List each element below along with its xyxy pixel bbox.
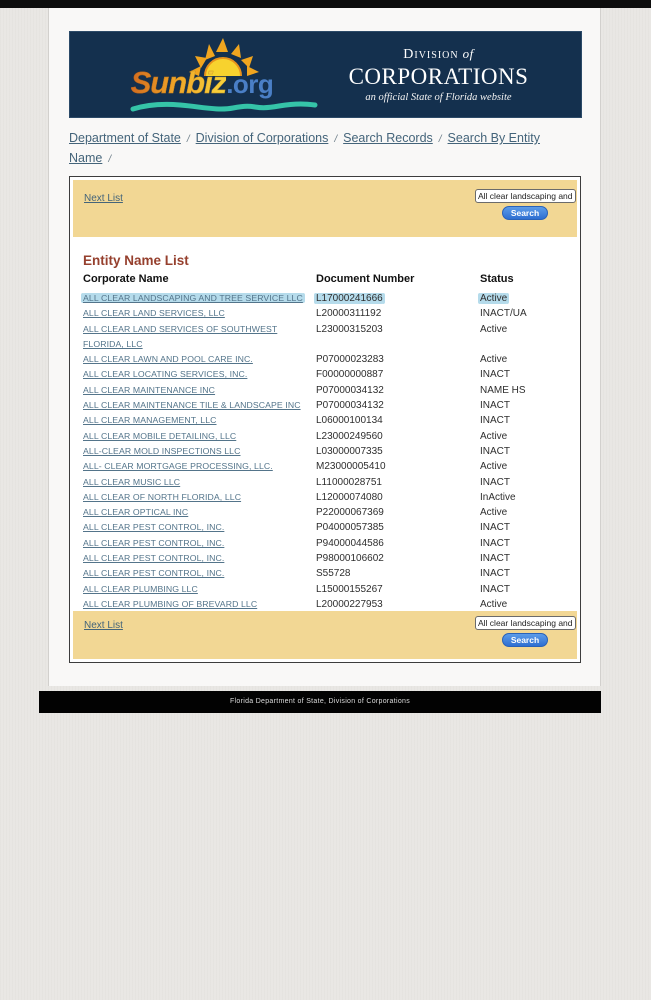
table-row [83,306,572,321]
document-number: L23000249560 [316,430,383,442]
document-number: S55728 [316,568,351,580]
document-number: P07000034132 [316,400,384,412]
entity-name-link[interactable]: ALL CLEAR PLUMBING LLC [83,583,198,594]
entity-name-link[interactable]: ALL CLEAR MUSIC LLC [83,476,181,487]
column-header-document-number: Document Number [316,273,415,285]
breadcrumb-link[interactable]: Search Records [343,131,433,145]
browser-top-bar [0,0,651,8]
logo-org-text: .org [226,68,274,99]
page-container [48,8,601,686]
status-value: INACT [480,445,510,457]
status-value: Active [480,293,508,304]
column-header-status: Status [480,273,514,285]
status-value: Active [480,461,508,473]
entity-name-link[interactable]: ALL CLEAR PLUMBING OF BREVARD LLC [83,598,258,609]
division-of-line: Division of [403,46,474,62]
entity-name-link[interactable]: ALL CLEAR MAINTENANCE INC [83,384,216,395]
breadcrumb-link[interactable]: Search By Entity Name [69,131,540,165]
table-row [83,398,572,413]
entity-name-link[interactable]: ALL CLEAR LOCATING SERVICES, INC. [83,369,248,380]
status-value: Active [480,430,508,442]
search-input[interactable] [475,616,576,630]
entity-name-link[interactable]: ALL CLEAR MAINTENANCE TILE & LANDSCAPE INC [83,400,301,411]
breadcrumb [69,129,585,169]
entity-name-link[interactable]: ALL CLEAR PEST CONTROL, INC. [83,537,225,548]
table-row [83,551,572,566]
status-value: Active [480,507,508,519]
table-row [83,582,572,597]
document-number: P07000023283 [316,354,384,366]
status-value: INACT [480,583,510,595]
entity-name-list-heading: Entity Name List [83,253,189,268]
entity-name-link[interactable]: ALL CLEAR MOBILE DETAILING, LLC [83,430,237,441]
status-value: Active [480,323,508,335]
table-row [83,490,572,505]
document-number: L23000315203 [316,323,383,335]
breadcrumb-separator: / [186,134,190,145]
table-row [83,322,572,353]
table-row [83,566,572,581]
document-number: M23000005410 [316,461,386,473]
table-row [83,429,572,444]
next-list-link[interactable]: Next List [84,620,123,631]
document-number: P04000057385 [316,522,384,534]
entity-name-link[interactable]: ALL CLEAR LAND SERVICES, LLC [83,308,225,319]
entity-name-link[interactable]: ALL CLEAR LAWN AND POOL CARE INC. [83,354,253,365]
document-number: L15000155267 [316,583,383,595]
status-value: NAME HS [480,384,526,396]
table-row [83,413,572,428]
entity-table-body [83,291,572,612]
list-nav-bar-bottom [73,611,577,659]
status-value: INACT/UA [480,308,527,320]
list-nav-bar-top [73,180,577,237]
entity-name-link[interactable]: ALL CLEAR LAND SERVICES OF SOUTHWEST FLORIDA, LLC [83,323,278,349]
entity-name-link[interactable]: ALL-CLEAR MOLD INSPECTIONS LLC [83,445,241,456]
entity-name-link[interactable]: ALL CLEAR PEST CONTROL, INC. [83,568,225,579]
footer-bar: Florida Department of State, Division of Corporations [39,691,601,713]
breadcrumb-separator: / [334,134,338,145]
document-number: L03000007335 [316,445,383,457]
table-row [83,383,572,398]
document-number: F00000000887 [316,369,384,381]
breadcrumb-link[interactable]: Division of Corporations [195,131,329,145]
sunbiz-header-banner [69,31,582,118]
status-value: InActive [480,491,516,503]
official-site-tagline: an official State of Florida website [365,92,512,103]
column-header-corporate-name: Corporate Name [83,273,169,285]
status-value: INACT [480,553,510,565]
logo-sunbiz-text: Sunbiz [130,64,227,100]
division-title-block [349,46,529,103]
search-button[interactable]: Search [502,633,548,647]
status-value: INACT [480,568,510,580]
document-number: L20000311192 [316,308,382,320]
status-value: INACT [480,522,510,534]
status-value: INACT [480,537,510,549]
sunbiz-logo[interactable] [123,35,335,115]
document-number: P98000106602 [316,553,384,565]
document-number: P22000067369 [316,507,384,519]
document-number: P94000044586 [316,537,384,549]
entity-name-link[interactable]: ALL CLEAR OPTICAL INC [83,507,189,518]
table-header-row [83,273,572,291]
breadcrumb-separator: / [108,154,112,165]
wave-icon [129,97,319,115]
table-row [83,352,572,367]
status-value: Active [480,598,508,610]
table-row [83,459,572,474]
entity-name-link[interactable]: ALL CLEAR PEST CONTROL, INC. [83,522,225,533]
entity-name-link[interactable]: ALL CLEAR LANDSCAPING AND TREE SERVICE LLC [83,293,303,303]
entity-name-link[interactable]: ALL CLEAR OF NORTH FLORIDA, LLC [83,491,242,502]
document-number: L20000227953 [316,598,383,610]
status-value: INACT [480,369,510,381]
next-list-link[interactable]: Next List [84,193,123,204]
entity-table [83,273,572,612]
table-row [83,444,572,459]
corporations-title: CORPORATIONS [348,64,529,89]
entity-name-link[interactable]: ALL- CLEAR MORTGAGE PROCESSING, LLC. [83,461,273,472]
status-value: INACT [480,400,510,412]
table-row [83,367,572,382]
status-value: INACT [480,476,510,488]
entity-name-link[interactable]: ALL CLEAR MANAGEMENT, LLC [83,415,217,426]
breadcrumb-separator: / [438,134,442,145]
status-value: Active [480,354,508,366]
table-row [83,505,572,520]
document-number: L11000028751 [316,476,382,488]
table-row [83,520,572,535]
document-number: L12000074080 [316,491,383,503]
table-row [83,536,572,551]
status-value: INACT [480,415,510,427]
document-number: L06000100134 [316,415,383,427]
entity-name-link[interactable]: ALL CLEAR PEST CONTROL, INC. [83,553,225,564]
table-row [83,291,572,306]
search-button[interactable]: Search [502,206,548,220]
table-row [83,475,572,490]
results-panel [69,176,581,663]
breadcrumb-link[interactable]: Department of State [69,131,181,145]
table-row [83,597,572,612]
document-number: P07000034132 [316,384,384,396]
search-input[interactable] [475,189,576,203]
document-number: L17000241666 [316,293,383,304]
